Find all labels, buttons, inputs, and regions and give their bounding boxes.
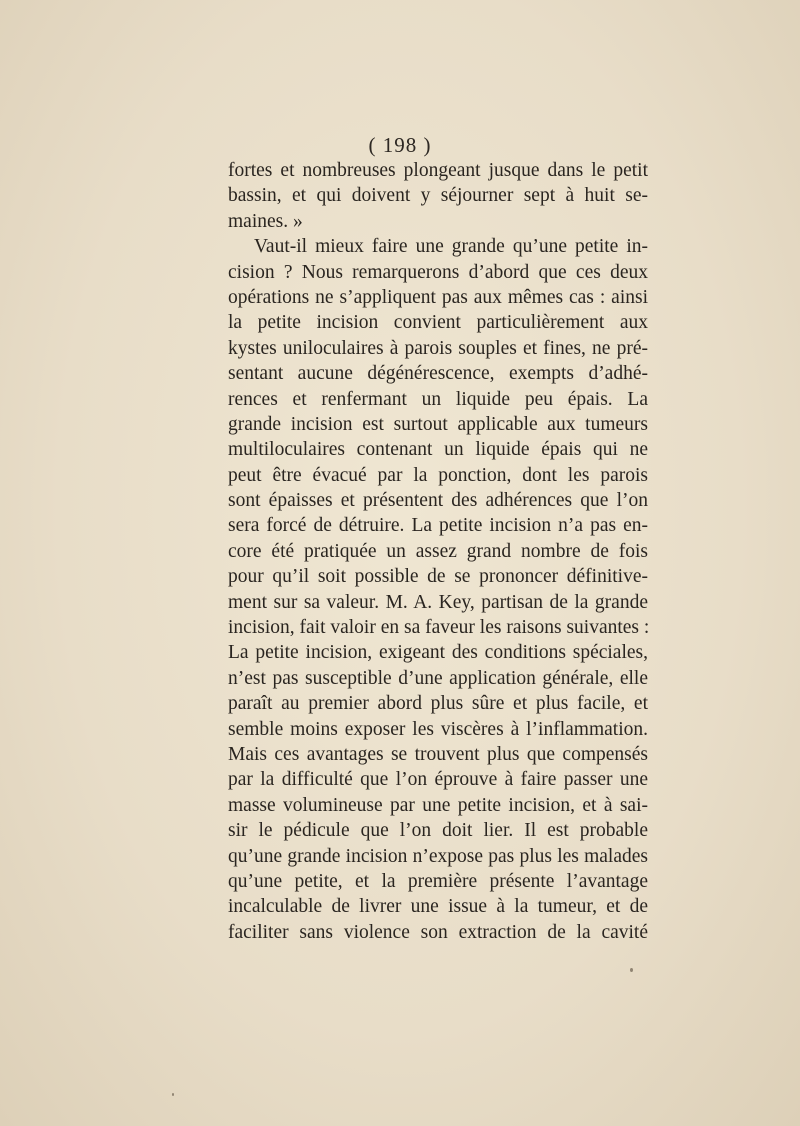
text-line: n’est pas susceptible d’une application générale, elle — [228, 667, 648, 689]
paragraph-start-line: Vaut-il mieux faire une grande qu’une petite in- — [254, 236, 648, 258]
text-line: Mais ces avantages se trouvent plus que compensés — [228, 743, 648, 765]
text-line: sont épaisses et présentent des adhérences que l’on — [228, 490, 648, 512]
paper-speck — [630, 968, 633, 972]
text-line: pour qu’il soit possible de se prononcer définitive- — [228, 566, 648, 588]
text-line: qu’une grande incision n’expose pas plus les malades — [228, 845, 648, 867]
text-line: sir le pédicule que l’on doit lier. Il est probable — [228, 820, 648, 842]
body-text — [228, 158, 648, 945]
text-line: qu’une petite, et la première présente l’avantage — [228, 870, 648, 892]
text-line: grande incision est surtout applicable aux tumeurs — [228, 413, 648, 435]
text-line: multiloculaires contenant un liquide épais qui ne — [228, 439, 648, 461]
text-line: incalculable de livrer une issue à la tumeur, et de — [228, 896, 648, 918]
text-line: core été pratiquée un assez grand nombre de fois — [228, 540, 648, 562]
text-line: rences et renfermant un liquide peu épais. La — [228, 388, 648, 410]
text-line: La petite incision, exigeant des conditions spéciales, — [228, 642, 648, 664]
text-line: incision, fait valoir en sa faveur les raisons suivantes : — [228, 617, 650, 639]
page-number: ( 198 ) — [368, 133, 432, 157]
text-line: la petite incision convient particulièrement aux — [228, 312, 648, 334]
text-line: kystes uniloculaires à parois souples et fines, ne pré- — [228, 337, 648, 359]
text-line: ment sur sa valeur. M. A. Key, partisan de la grande — [228, 591, 648, 613]
text-line: sentant aucune dégénérescence, exempts d’adhé- — [228, 363, 648, 385]
text-line: fortes et nombreuses plongeant jusque dans le petit — [228, 160, 648, 181]
text-line: paraît au premier abord plus sûre et plus facile, et — [228, 693, 648, 715]
text-line: bassin, et qui doivent y séjourner sept à huit se- — [228, 185, 648, 207]
text-line: masse volumineuse par une petite incision, et à sai- — [228, 794, 648, 816]
text-line: par la difficulté que l’on éprouve à faire passer une — [228, 769, 648, 791]
text-line: maines. » — [228, 210, 303, 232]
text-line: cision ? Nous remarquerons d’abord que ces deux — [228, 261, 648, 283]
text-line: peut être évacué par la ponction, dont les parois — [228, 464, 648, 486]
paper-speck — [172, 1093, 174, 1096]
text-line: sera forcé de détruire. La petite incision n’a pas en- — [228, 515, 648, 537]
text-line: semble moins exposer les viscères à l’inflammation. — [228, 718, 648, 740]
text-line: faciliter sans violence son extraction de la cavité — [228, 921, 648, 943]
text-line: opérations ne s’appliquent pas aux mêmes cas : ainsi — [228, 286, 648, 308]
